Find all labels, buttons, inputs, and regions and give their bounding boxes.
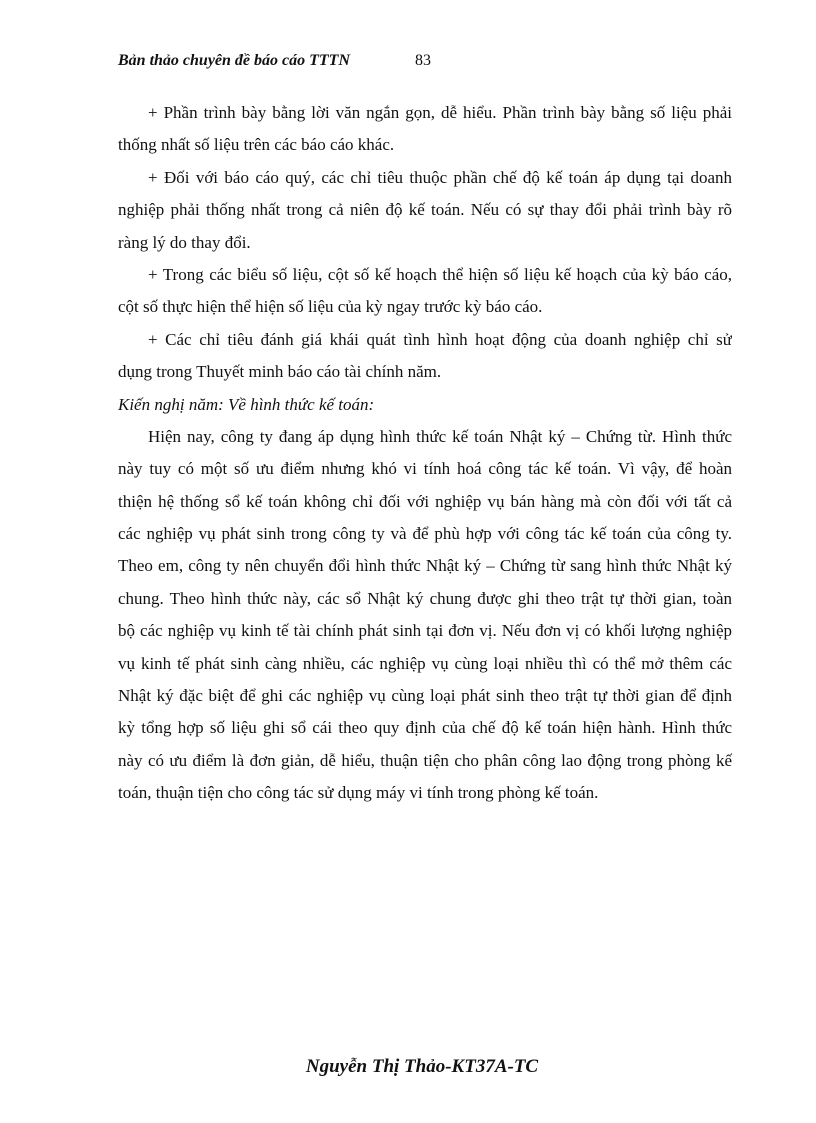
text-line: + Đối với báo cáo quý, các chỉ tiêu thuộc phần chế độ kế toán áp dụng tại doanh	[148, 167, 732, 187]
text-line: các nghiệp vụ phát sinh trong công ty và để phù hợp với công tác kế toán của công ty.	[118, 524, 732, 544]
text-line: + Trong các biểu số liệu, cột số kế hoạch thể hiện số liệu kế hoạch của kỳ báo cáo,	[148, 264, 732, 284]
text-line: dụng trong Thuyết minh báo cáo tài chính năm.	[118, 362, 442, 382]
text-line: này có ưu điểm là đơn giản, dễ hiểu, thuận tiện cho phân công lao động trong phòng kế	[118, 750, 732, 770]
page-number: 83	[415, 52, 431, 69]
text-line: bộ các nghiệp vụ kinh tế tài chính phát sinh tại đơn vị. Nếu đơn vị có khối lượng nghiệp	[118, 621, 732, 641]
footer-author: Nguyễn Thị Thảo-KT37A-TC	[305, 1056, 539, 1077]
running-header-title: Bản thảo chuyên đề báo cáo TTTN	[118, 52, 350, 69]
text-line: + Phần trình bày bằng lời văn ngắn gọn, dễ hiểu. Phần trình bày bằng số liệu phải	[148, 103, 732, 122]
text-line: chung. Theo hình thức này, các sổ Nhật ký chung được ghi theo trật tự thời gian, toàn	[118, 588, 732, 608]
text-line: ràng lý do thay đổi.	[118, 232, 251, 252]
document-body	[118, 100, 732, 813]
text-line: vụ kinh tế phát sinh càng nhiều, các nghiệp vụ cùng loại nhiều thì có thể mở thêm các	[118, 653, 732, 673]
text-line: nghiệp phải thống nhất trong cả niên độ kế toán. Nếu có sự thay đổi phải trình bày rõ	[118, 200, 732, 220]
text-line: + Các chỉ tiêu đánh giá khái quát tình hình hoạt động của doanh nghiệp chỉ sử	[148, 329, 732, 349]
section-heading: Kiến nghị năm: Về hình thức kế toán:	[118, 394, 375, 414]
text-line: Theo em, công ty nên chuyển đổi hình thức Nhật ký – Chứng từ sang hình thức Nhật ký	[118, 556, 732, 576]
text-line: kỳ tổng hợp số liệu ghi sổ cái theo quy định của chế độ kế toán hiện hành. Hình thức	[118, 718, 732, 738]
text-line: này tuy có một số ưu điểm nhưng khó vi tính hoá công tác kế toán. Vì vậy, để hoàn	[118, 459, 732, 479]
text-line: cột số thực hiện thể hiện số liệu của kỳ ngay trước kỳ báo cáo.	[118, 297, 543, 317]
text-line: Hiện nay, công ty đang áp dụng hình thức kế toán Nhật ký – Chứng từ. Hình thức	[148, 426, 732, 446]
text-line: thống nhất số liệu trên các báo cáo khác.	[118, 135, 395, 155]
text-line: toán, thuận tiện cho công tác sử dụng máy vi tính trong phòng kế toán.	[118, 783, 599, 803]
text-line: Nhật ký đặc biệt để ghi các nghiệp vụ cùng loại phát sinh theo trật tự thời gian để định	[118, 686, 732, 706]
text-line: thiện hệ thống sổ kế toán không chỉ đối với nghiệp vụ bán hàng mà còn đối với tất cả	[118, 491, 732, 511]
